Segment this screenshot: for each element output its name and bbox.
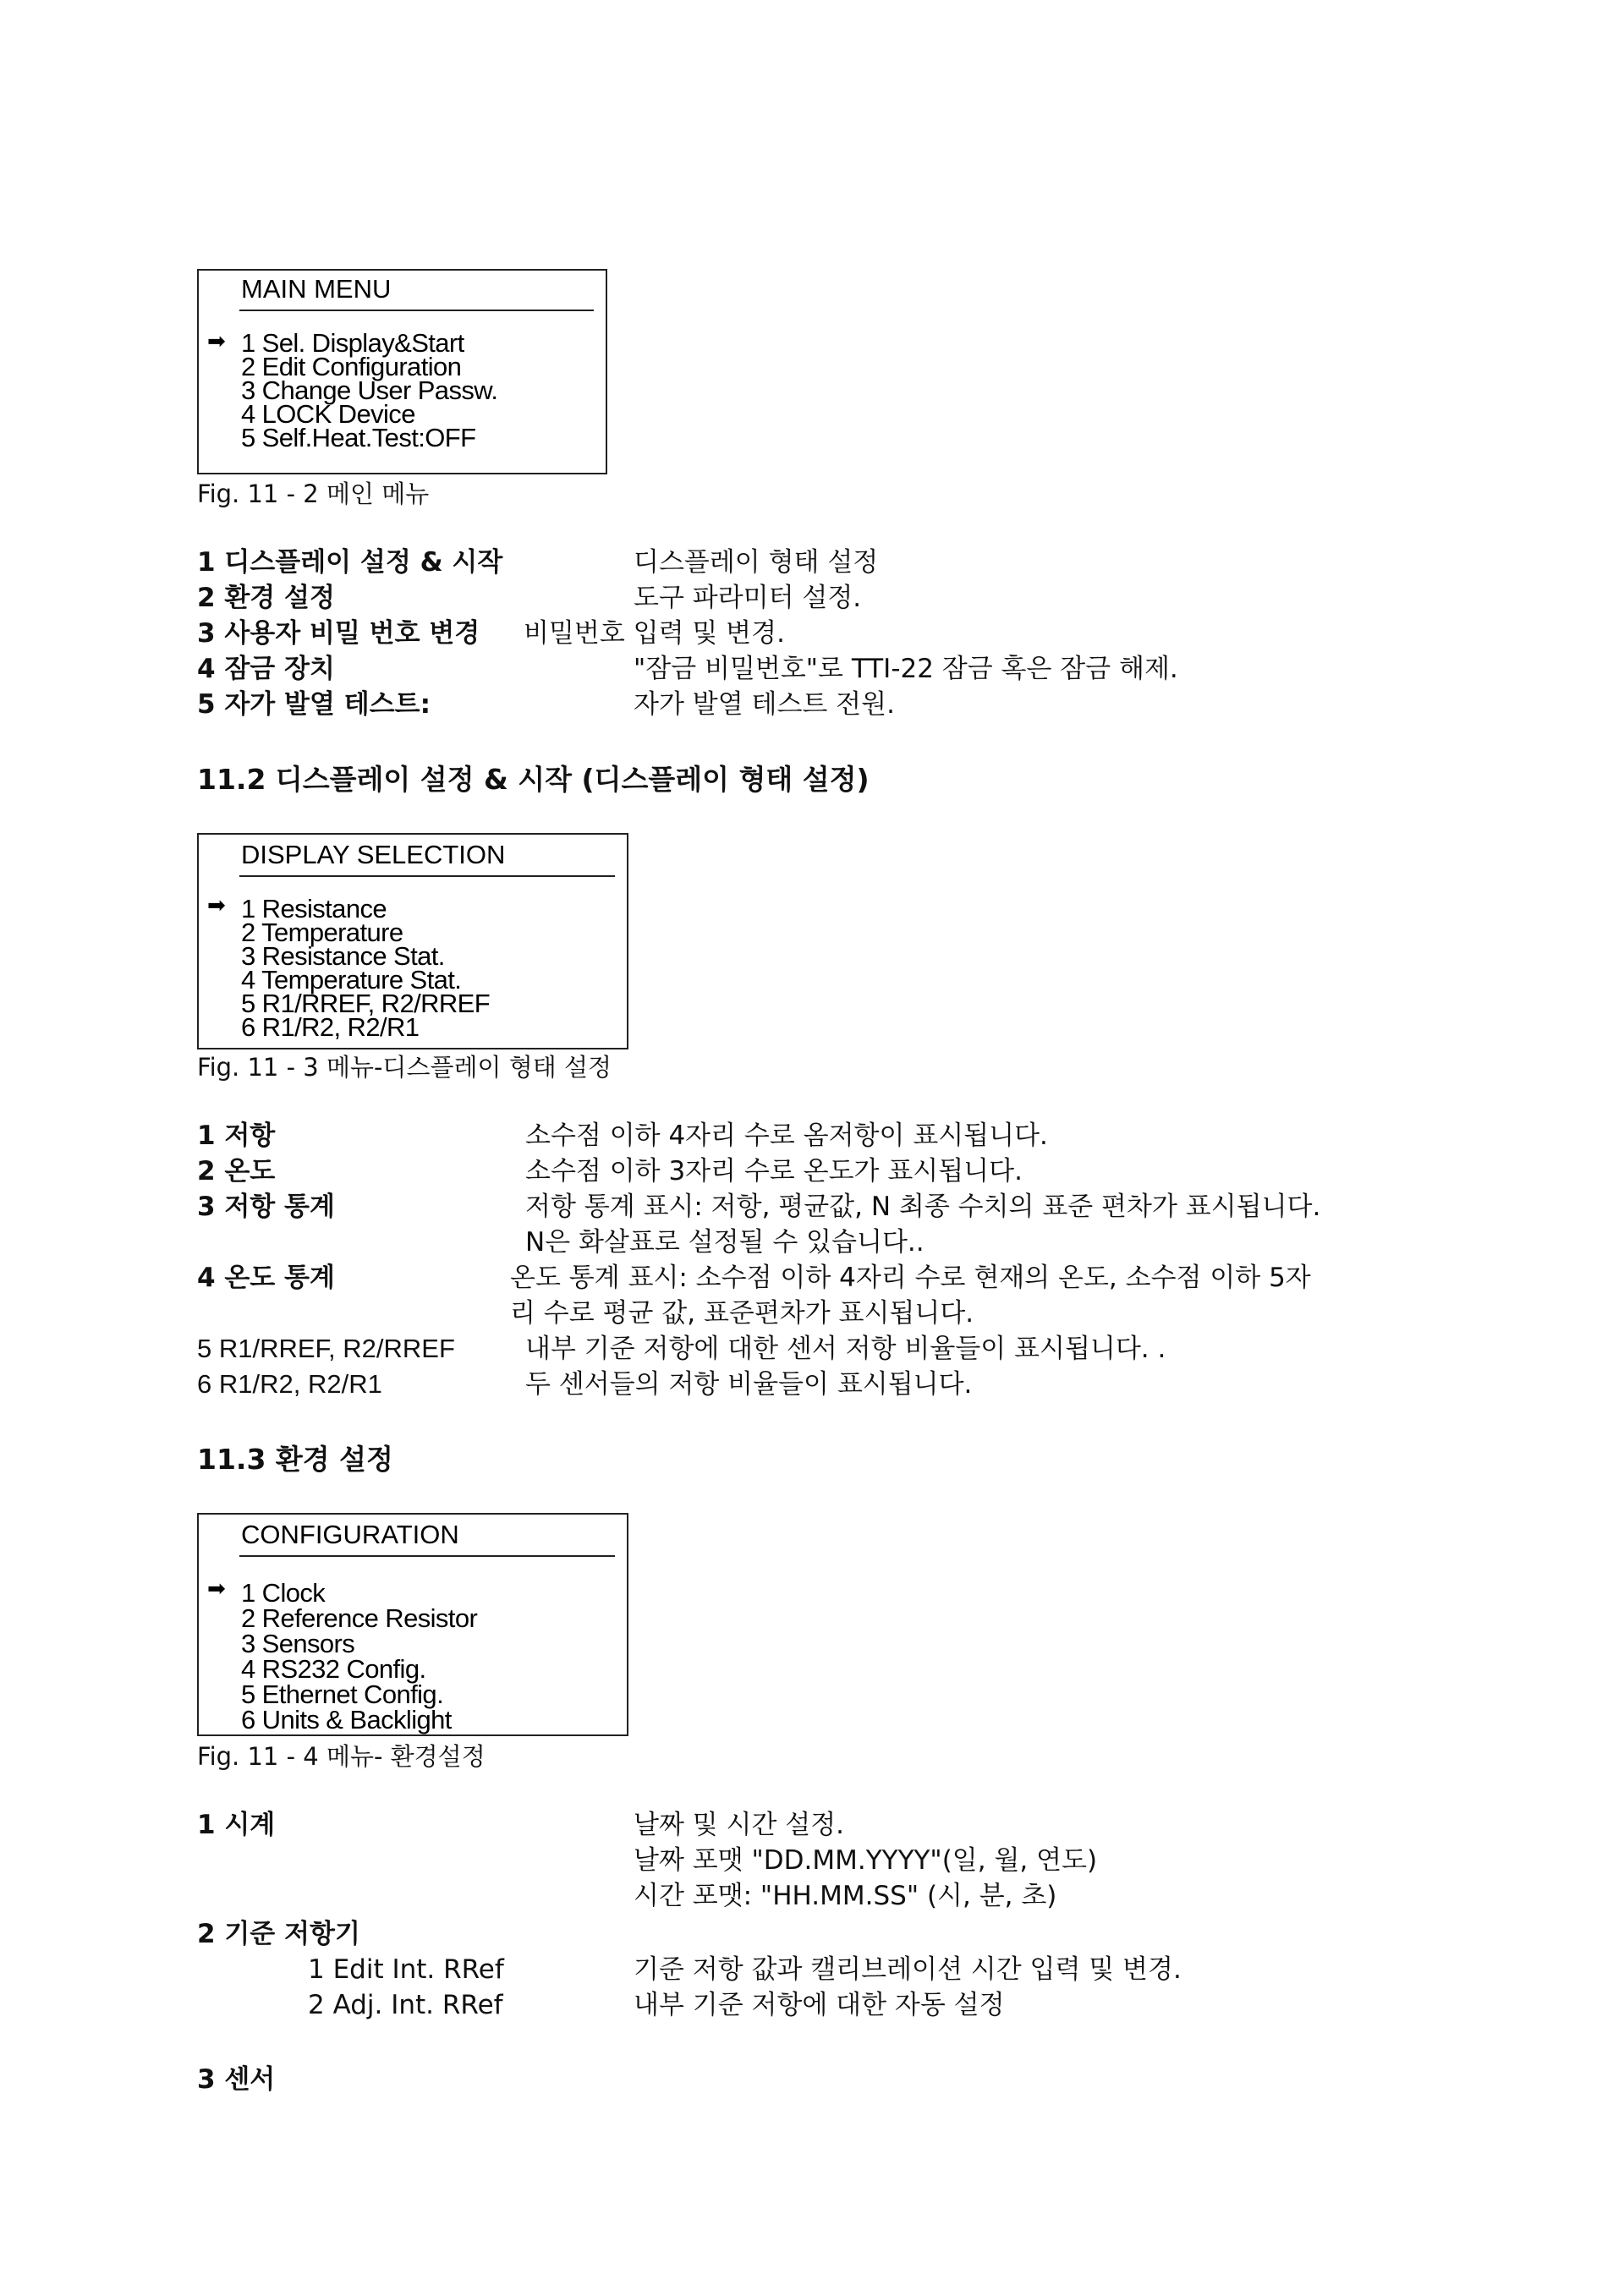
desc-row-continuation (634, 1878, 1056, 1914)
configuration-screen (197, 1513, 628, 1736)
menu-item: 5 R1/RREF, R2/RREF (241, 989, 491, 1018)
desc-text: 날짜 포맷 "DD.MM.YYYY"(일, 월, 연도) (634, 1845, 1098, 1876)
menu-item: 4 Temperature Stat. (241, 965, 462, 995)
menu-item: 4 LOCK Device (241, 399, 415, 429)
desc-term: 1 저항 (197, 1121, 276, 1151)
menu-list (241, 328, 498, 452)
desc-text: 리 수로 평균 값, 표준편차가 표시됩니다. (510, 1298, 974, 1329)
menu-item: 2 Reference Resistor (241, 1603, 478, 1633)
desc-text: 저항 통계 표시: 저항, 평균값, N 최종 수치의 표준 편차가 표시됩니다. (525, 1192, 1321, 1222)
menu-item: 1 Clock (241, 1578, 326, 1608)
desc-text: 내부 기준 저항에 대한 자동 설정 (634, 1990, 1005, 2020)
menu-item: 3 Change User Passw. (241, 375, 498, 405)
lcd-title: CONFIGURATION (241, 1520, 459, 1549)
desc-term: 2 기준 저항기 (197, 1919, 360, 1949)
lcd-divider (239, 875, 615, 877)
menu-item: 3 Sensors (241, 1629, 355, 1658)
desc-term: 4 잠금 장치 (197, 654, 335, 684)
menu-item: 5 Ethernet Config. (241, 1680, 444, 1709)
menu-item: 6 Units & Backlight (241, 1705, 452, 1734)
lcd-divider (239, 1555, 615, 1557)
desc-term: 1 Edit Int. RRef (308, 1954, 504, 1985)
right-arrow-icon: ➡ (207, 328, 226, 353)
desc-text: N은 화살표로 설정될 수 있습니다.. (525, 1227, 924, 1258)
display-selection-screen (197, 833, 628, 1049)
figure-caption: Fig. 11 - 4 메뉴- 환경설정 (197, 1742, 486, 1771)
desc-text: 두 센서들의 저항 비율들이 표시됩니다. (525, 1369, 973, 1400)
figure-caption: Fig. 11 - 2 메인 메뉴 (197, 479, 430, 508)
desc-text: 디스플레이 형태 설정 (634, 547, 879, 578)
desc-text: 온도 통계 표시: 소수점 이하 4자리 수로 현재의 온도, 소수점 이하 5자 (510, 1263, 1311, 1293)
desc-term: 3 센서 (197, 2064, 276, 2095)
desc-text: 소수점 이하 3자리 수로 온도가 표시됩니다. (525, 1156, 1023, 1186)
desc-text: 자가 발열 테스트 전원. (634, 689, 895, 720)
desc-text: 소수점 이하 4자리 수로 옴저항이 표시됩니다. (525, 1121, 1048, 1151)
lcd-title: MAIN MENU (241, 274, 392, 304)
desc-term: 1 시계 (197, 1810, 276, 1840)
desc-row-continuation (525, 1225, 924, 1260)
right-arrow-icon: ➡ (207, 892, 226, 918)
lcd-title: DISPLAY SELECTION (241, 840, 506, 869)
desc-text: 내부 기준 저항에 대한 센서 저항 비율들이 표시됩니다. . (525, 1334, 1166, 1364)
menu-item: 6 R1/R2, R2/R1 (241, 1012, 420, 1042)
lcd-divider (239, 310, 594, 311)
menu-item: 2 Temperature (241, 918, 403, 947)
desc-term: 1 디스플레이 설정 & 시작 (197, 547, 503, 578)
menu-item: 5 Self.Heat.Test:OFF (241, 423, 476, 452)
section-heading: 11.3 환경 설정 (197, 1443, 393, 1476)
desc-text: 시간 포맷: "HH.MM.SS" (시, 분, 초) (634, 1881, 1057, 1911)
right-arrow-icon: ➡ (207, 1575, 226, 1601)
menu-item: 3 Resistance Stat. (241, 941, 445, 971)
desc-term: 5 자가 발열 테스트: (197, 689, 431, 720)
figure-caption: Fig. 11 - 3 메뉴-디스플레이 형태 설정 (197, 1053, 612, 1082)
menu-item: 2 Edit Configuration (241, 352, 462, 381)
desc-text: 비밀번호 입력 및 변경. (524, 618, 785, 649)
desc-text: 날짜 및 시간 설정. (634, 1810, 845, 1840)
menu-list (241, 894, 491, 1042)
desc-term: 2 Adj. Int. RRef (308, 1990, 503, 2020)
desc-text: 기준 저항 값과 캘리브레이션 시간 입력 및 변경. (634, 1954, 1182, 1985)
desc-text: 도구 파라미터 설정. (634, 583, 862, 613)
menu-item: 4 RS232 Config. (241, 1654, 426, 1684)
desc-term: 6 R1/R2, R2/R1 (197, 1369, 382, 1399)
desc-term: 4 온도 통계 (197, 1263, 335, 1293)
desc-row-continuation (634, 1843, 1097, 1878)
desc-term: 3 사용자 비밀 번호 변경 (197, 618, 480, 649)
menu-list (241, 1578, 478, 1734)
main-menu-screen (197, 269, 607, 474)
desc-term: 2 환경 설정 (197, 583, 335, 613)
desc-text: "잠금 비밀번호"로 TTI-22 잠금 혹은 잠금 해제. (634, 654, 1178, 684)
desc-row-continuation (510, 1296, 974, 1331)
desc-term: 5 R1/RREF, R2/RREF (197, 1334, 455, 1363)
menu-item: 1 Resistance (241, 894, 387, 923)
section-heading: 11.2 디스플레이 설정 & 시작 (디스플레이 형태 설정) (197, 763, 870, 796)
desc-term: 2 온도 (197, 1156, 276, 1186)
desc-term: 3 저항 통계 (197, 1192, 335, 1222)
menu-item: 1 Sel. Display&Start (241, 328, 464, 358)
